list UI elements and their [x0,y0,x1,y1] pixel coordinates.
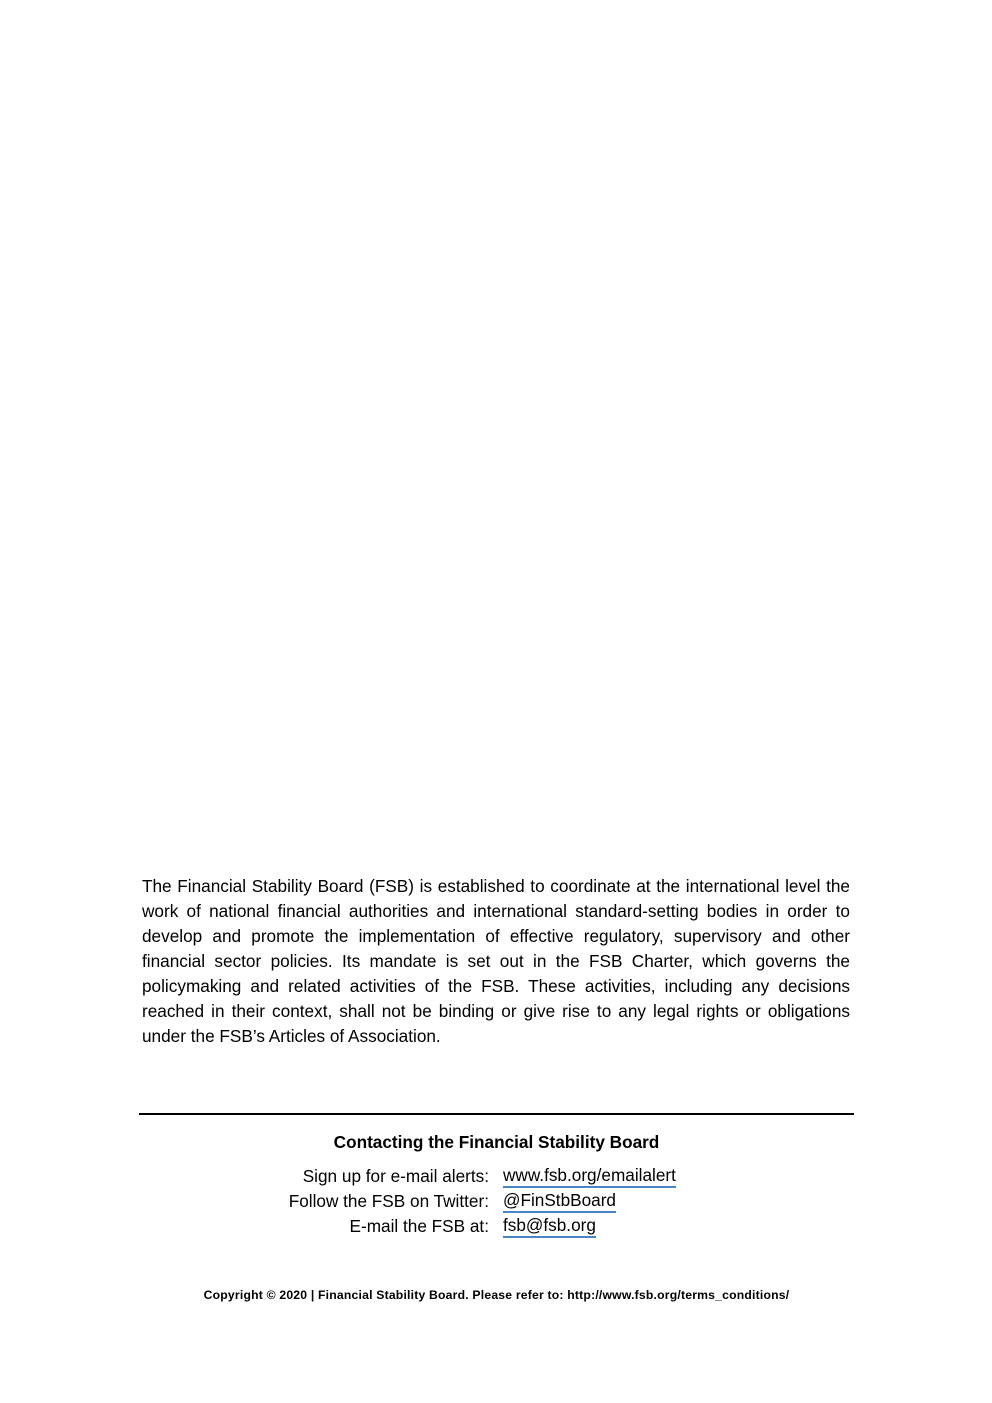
fsb-mandate-paragraph: The Financial Stability Board (FSB) is established to coordinate at the international level the work of national financial authorities and international standard-setting bodies in order to develop and promote the implementation of effective regulatory, supervisory and other financial sector policies. Its mandate is set out in the FSB Charter, which governs the policymaking and related activities of the FSB. These activities, including any decisions reached in their context, shall not be binding or give rise to any legal rights or obligations under the FSB’s Articles of Association. [142,876,850,1046]
twitter-link[interactable]: @FinStbBoard [503,1190,616,1213]
email-alerts-label: Sign up for e-mail alerts: [302,1166,489,1186]
section-divider [139,1113,854,1115]
contact-row-twitter [139,1190,854,1215]
email-alerts-link[interactable]: www.fsb.org/emailalert [503,1165,676,1188]
contact-row-email-alerts [139,1165,854,1190]
contact-heading: Contacting the Financial Stability Board [333,1132,660,1152]
contact-list [139,1165,854,1240]
email-link[interactable]: fsb@fsb.org [503,1215,596,1238]
twitter-label: Follow the FSB on Twitter: [288,1191,489,1211]
contact-row-email [139,1215,854,1240]
email-label: E-mail the FSB at: [349,1216,489,1236]
copyright-notice: Copyright © 2020 | Financial Stability Board. Please refer to: http://www.fsb.org/terms_conditions/ [203,1288,790,1302]
